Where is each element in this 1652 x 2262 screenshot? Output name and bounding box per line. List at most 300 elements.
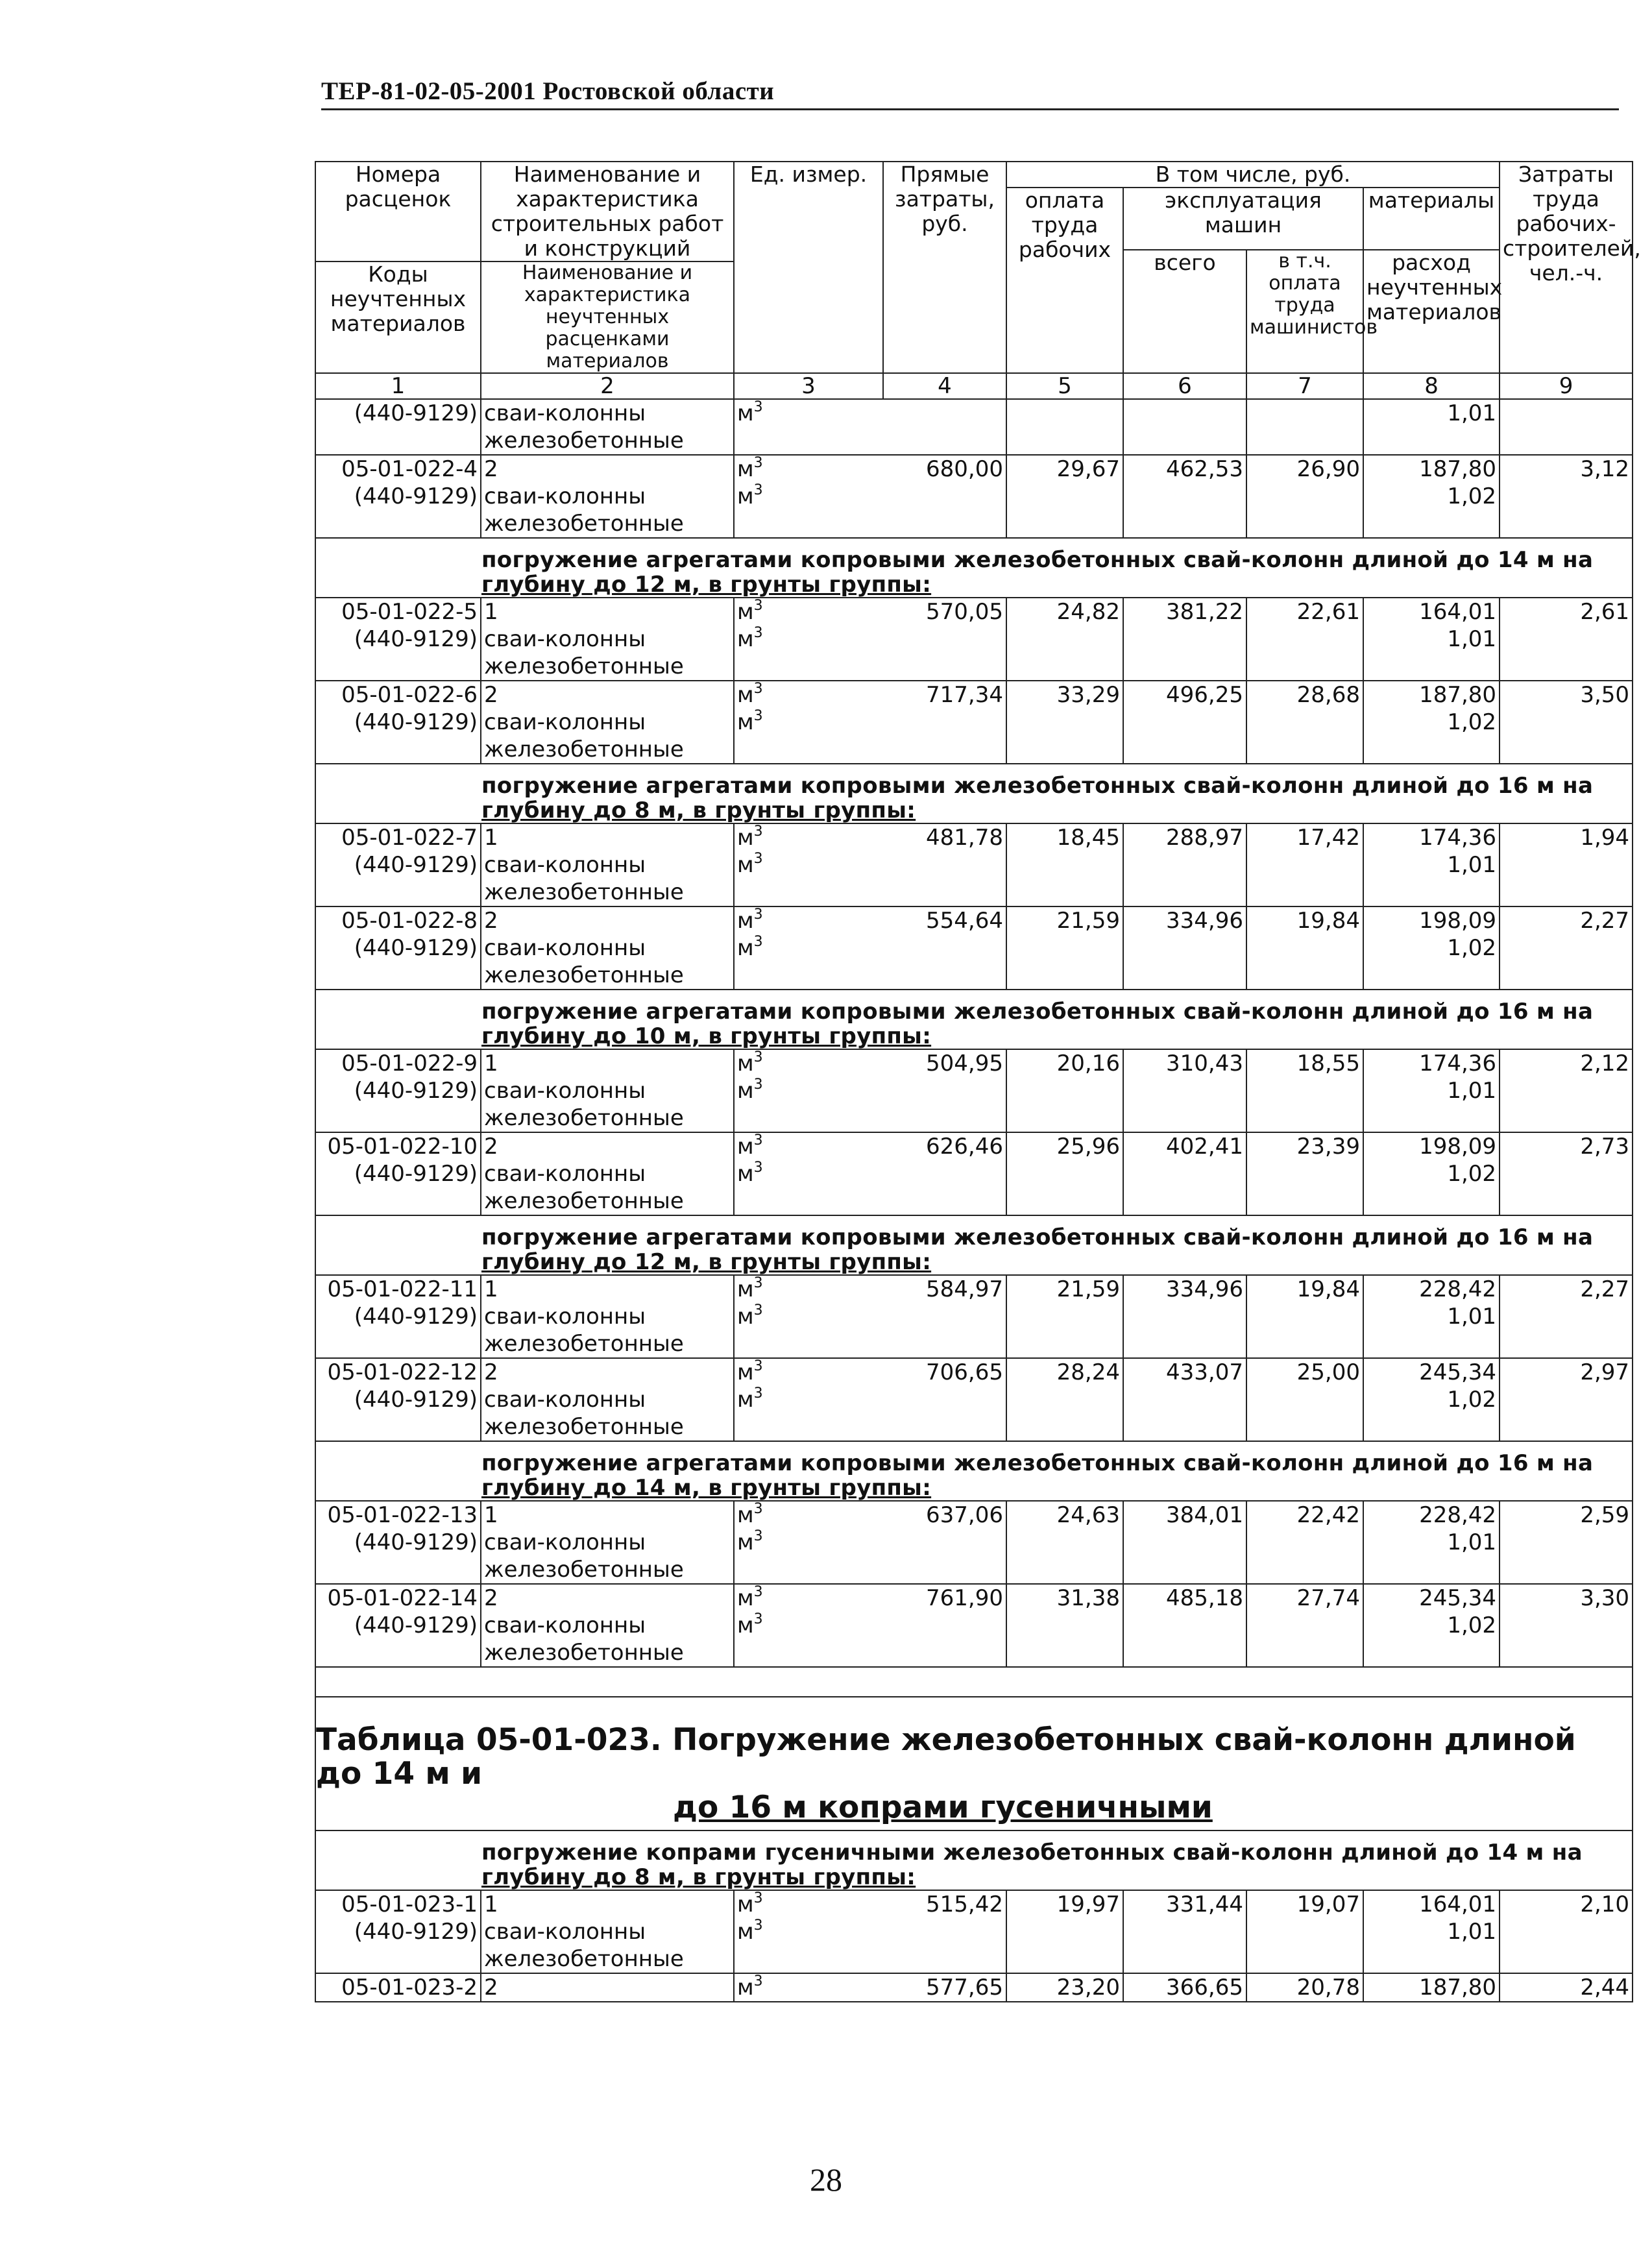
table-title (315, 1697, 1633, 1830)
col-index: 5 (1006, 373, 1123, 399)
material-code: (440-9129) (354, 1161, 478, 1187)
labor-cost: 2,61 (1500, 598, 1633, 681)
unit-line: $м^3$ (737, 1076, 763, 1104)
unit-value: м (737, 825, 754, 851)
materials-cell (1363, 1049, 1500, 1132)
unit-line: $м^3$ (737, 625, 763, 652)
col-materials-consumption-label: расход неучтенных материалов (1367, 250, 1503, 324)
document-title: ТЕР-81-02-05-2001 Ростовской области (321, 77, 775, 105)
col-direct (883, 162, 1006, 373)
unit-value: м (737, 1612, 754, 1638)
col-index: 2 (481, 373, 734, 399)
rate-code: 05-01-023-1 (341, 1891, 478, 1917)
material-code: (440-9129) (354, 935, 478, 961)
table-title-row (315, 1697, 1633, 1830)
rate-code: 05-01-022-14 (327, 1585, 478, 1611)
unit-cell (734, 598, 883, 681)
material-code: (440-9129) (354, 1387, 478, 1413)
unit-line: $м^3$ (737, 851, 763, 878)
section-heading (315, 1830, 1633, 1890)
col-index: 4 (883, 373, 1006, 399)
unit-cell (734, 681, 883, 764)
col-index: 1 (315, 373, 481, 399)
unit-value: м (737, 682, 754, 708)
unit-value: м (737, 1078, 754, 1104)
soil-group: 1 (484, 599, 498, 625)
material-name-line1: сваи-колонны (484, 1612, 646, 1638)
material-code: (440-9129) (315, 399, 481, 455)
soil-group: 2 (484, 682, 498, 708)
labor-cost: 2,12 (1500, 1049, 1633, 1132)
rate-row (315, 1275, 1633, 1358)
direct-cost: 481,78 (883, 823, 1006, 906)
unit-line: $м^3$ (737, 708, 763, 735)
unit-line: $м^3$ (737, 1302, 763, 1330)
unit-cell (734, 1132, 883, 1215)
machines-incl: 25,00 (1246, 1358, 1363, 1441)
direct-cost: 761,90 (883, 1584, 1006, 1667)
unit-line: $м^3$ (737, 1584, 763, 1611)
machines-incl: 19,84 (1246, 1275, 1363, 1358)
table-title-text (316, 1723, 1632, 1825)
material-name-line2: железобетонные (484, 1331, 684, 1357)
rate-name-cell (481, 1584, 734, 1667)
direct-cost: 554,64 (883, 906, 1006, 990)
col-direct-label: Прямые затраты, руб. (895, 162, 995, 236)
rate-row (315, 455, 1633, 538)
materials-cell (1363, 681, 1500, 764)
table-title-line2: до 16 м копрами гусеничными (673, 1790, 1213, 1825)
rate-code: 05-01-022-8 (341, 908, 478, 934)
direct-cost: 570,05 (883, 598, 1006, 681)
materials-consumption: 1,01 (1447, 852, 1497, 878)
section-heading-line2: глубину до 14 м, в грунты группы: (481, 1475, 932, 1501)
rate-code: 05-01-022-4 (341, 456, 478, 482)
unit-line: $м^3$ (737, 1132, 763, 1160)
labor-cost: 2,73 (1500, 1132, 1633, 1215)
rate-code: 05-01-023-2 (341, 1975, 478, 2001)
material-code: (440-9129) (354, 852, 478, 878)
rate-code-cell (315, 1584, 481, 1667)
section-heading-line2: глубину до 10 м, в грунты группы: (481, 1023, 932, 1049)
rate-name-cell (481, 1973, 734, 2002)
labor-cost (1500, 399, 1633, 455)
labor-cost: 3,12 (1500, 455, 1633, 538)
materials-cell (1363, 823, 1500, 906)
unit-line: $м^3$ (737, 1275, 763, 1302)
labor-cost: 3,30 (1500, 1584, 1633, 1667)
machines-total: 462,53 (1123, 455, 1246, 538)
section-heading-line1: погружение агрегатами копровыми железобетонных свай-колонн длиной до 14 м на (481, 547, 1594, 573)
materials-cost: 187,80 (1419, 682, 1497, 708)
section-heading (315, 1441, 1633, 1501)
rate-name-cell (481, 1049, 734, 1132)
material-name-line2: железобетонные (484, 653, 684, 679)
rate-code: 05-01-022-9 (341, 1051, 478, 1076)
section-heading-line1: погружение агрегатами копровыми железобетонных свай-колонн длиной до 16 м на (481, 1224, 1594, 1250)
materials-cell (1363, 598, 1500, 681)
col-name (481, 162, 734, 261)
col-materials (1363, 188, 1500, 250)
soil-group: 2 (484, 908, 498, 934)
direct-cost: 680,00 (883, 455, 1006, 538)
materials-cell (1363, 1501, 1500, 1584)
unit-cell: $м^3$ (734, 399, 883, 455)
col-machines-incl-label: в т.ч. оплата труда машинистов (1250, 250, 1378, 339)
labor-pay: 20,16 (1006, 1049, 1123, 1132)
section-heading-row (315, 1441, 1633, 1501)
col-numbers-label: Номера расценок (345, 162, 452, 212)
material-name-line1: сваи-колонны (484, 935, 646, 961)
unit-line: $м^3$ (737, 1528, 763, 1555)
unit-cell (734, 1275, 883, 1358)
rate-code: 05-01-022-11 (327, 1276, 478, 1302)
rate-code: 05-01-022-7 (341, 825, 478, 851)
materials-consumption: 1,02 (1447, 1387, 1497, 1413)
page-header (321, 77, 1619, 110)
col-unit-label: Ед. измер. (749, 162, 868, 187)
col-machines (1123, 188, 1363, 250)
col-machines-incl (1246, 250, 1378, 373)
section-heading-line2: глубину до 8 м, в грунты группы: (481, 797, 916, 823)
material-name-line1: сваи-колонны (484, 852, 646, 878)
material-name-line2: железобетонные (484, 1414, 684, 1440)
labor-pay: 19,97 (1006, 1890, 1123, 1973)
unit-line: $м^3$ (737, 1501, 763, 1528)
materials-cell (1363, 1358, 1500, 1441)
unit-cell (734, 906, 883, 990)
rate-name-cell (481, 823, 734, 906)
material-name-line2: железобетонные (484, 1188, 684, 1214)
unit-value: м (737, 626, 754, 652)
materials-consumption: 1,01 (1447, 1529, 1497, 1555)
materials-consumption: 1,02 (1447, 483, 1497, 509)
materials-consumption: 1,01 (1447, 1919, 1497, 1945)
material-code: (440-9129) (354, 1078, 478, 1104)
col-including-label: В том числе, руб. (1155, 162, 1351, 187)
direct-cost: 637,06 (883, 1501, 1006, 1584)
soil-group: 2 (484, 456, 498, 482)
materials-consumption: 1,02 (1447, 1161, 1497, 1187)
section-heading-line2: глубину до 12 м, в грунты группы: (481, 1249, 932, 1275)
rate-code-cell (315, 1275, 481, 1358)
material-name-line1: сваи-колонны (484, 400, 646, 426)
direct-cost: 706,65 (883, 1358, 1006, 1441)
material-name-line2: железобетонные (484, 1946, 684, 1972)
material-code: (440-9129) (354, 626, 478, 652)
labor-pay: 23,20 (1006, 1973, 1123, 2002)
rate-code: 05-01-022-5 (341, 599, 478, 625)
rate-code-cell (315, 1358, 481, 1441)
labor-cost: 2,59 (1500, 1501, 1633, 1584)
col-index: 8 (1363, 373, 1500, 399)
materials-cost: 228,42 (1419, 1276, 1497, 1302)
unit-line: $м^3$ (737, 482, 763, 509)
rate-name-cell (481, 1890, 734, 1973)
machines-total: 485,18 (1123, 1584, 1246, 1667)
material-name-line1: сваи-колонны (484, 626, 646, 652)
unit-value: м (737, 1585, 754, 1611)
materials-cell (1363, 1275, 1500, 1358)
materials-cell (1363, 1132, 1500, 1215)
materials-cost: 245,34 (1419, 1359, 1497, 1385)
section-heading (315, 990, 1633, 1049)
rate-name-cell (481, 1501, 734, 1584)
materials-consumption: 1,02 (1447, 709, 1497, 735)
materials-consumption: 1,02 (1447, 1612, 1497, 1638)
unit-value: м (737, 1529, 754, 1555)
section-heading-row (315, 1215, 1633, 1275)
section-heading (315, 764, 1633, 823)
direct-cost: 584,97 (883, 1275, 1006, 1358)
unit-value: м (737, 935, 754, 961)
col-machines-label: эксплуатация машин (1165, 188, 1322, 237)
unit-line: $м^3$ (737, 934, 763, 961)
labor-cost: 1,94 (1500, 823, 1633, 906)
material-name (481, 399, 734, 455)
materials-consumption: 1,02 (1447, 935, 1497, 961)
rate-row (315, 598, 1633, 681)
unit-cell (734, 1890, 883, 1973)
materials-consumption: 1,01 (1363, 399, 1500, 455)
machines-incl: 23,39 (1246, 1132, 1363, 1215)
material-name-line1: сваи-колонны (484, 1304, 646, 1330)
col-materials-label: материалы (1368, 188, 1495, 213)
col-index: 3 (734, 373, 883, 399)
col-codes-label: Коды неучтенных материалов (330, 261, 467, 336)
unit-line: $м^3$ (737, 598, 763, 625)
section-heading-line1: погружение агрегатами копровыми железобетонных свай-колонн длиной до 16 м на (481, 999, 1594, 1025)
col-name-materials-label: Наименование и характеристика неучтенных расценками материалов (522, 261, 693, 372)
unit-value: м (737, 1387, 754, 1413)
unit-value: м (737, 400, 754, 426)
rate-code-cell (315, 598, 481, 681)
machines-incl: 22,61 (1246, 598, 1363, 681)
unit-value: м (737, 599, 754, 625)
rate-code: 05-01-022-12 (327, 1359, 478, 1385)
col-machines-total (1123, 250, 1246, 373)
unit-cell (734, 1584, 883, 1667)
section-heading-row (315, 538, 1633, 598)
unit-value: м (737, 1051, 754, 1076)
unit-line: $м^3$ (737, 1890, 763, 1917)
col-materials-consumption (1363, 250, 1503, 373)
labor-pay: 24,82 (1006, 598, 1123, 681)
col-index: 9 (1500, 373, 1633, 399)
col-unit (734, 162, 883, 373)
material-code: (440-9129) (354, 1304, 478, 1330)
soil-group: 2 (484, 1585, 498, 1611)
spacer-row (315, 1667, 1633, 1697)
material-name-line2: железобетонные (484, 1105, 684, 1131)
unit-line: $м^3$ (737, 823, 763, 851)
unit-cell (734, 455, 883, 538)
rate-code-cell (315, 1049, 481, 1132)
rates-table (315, 161, 1641, 2002)
labor-pay: 33,29 (1006, 681, 1123, 764)
unit-line: $м^3$ (737, 455, 763, 482)
rate-row (315, 681, 1633, 764)
section-heading-line1: погружение агрегатами копровыми железобетонных свай-колонн длиной до 16 м на (481, 773, 1594, 799)
section-heading-row (315, 990, 1633, 1049)
unit-value: м (737, 1134, 754, 1160)
soil-group: 2 (484, 1359, 498, 1385)
col-machines-total-label: всего (1154, 250, 1216, 275)
col-name-materials (481, 261, 734, 373)
labor-pay: 24,63 (1006, 1501, 1123, 1584)
section-heading-line1: погружение копрами гусеничными железобетонных свай-колонн длиной до 14 м на (481, 1840, 1583, 1866)
unit-value: м (737, 483, 754, 509)
direct-cost: 577,65 (883, 1973, 1006, 2002)
material-name-line2: железобетонные (484, 1557, 684, 1583)
machines-incl: 19,84 (1246, 906, 1363, 990)
labor-pay: 21,59 (1006, 1275, 1123, 1358)
direct-cost: 626,46 (883, 1132, 1006, 1215)
page-number: 28 (810, 2161, 842, 2198)
materials-cell (1363, 455, 1500, 538)
machines-total: 288,97 (1123, 823, 1246, 906)
material-name-line1: сваи-колонны (484, 1161, 646, 1187)
unit-value: м (737, 852, 754, 878)
rate-row (315, 1584, 1633, 1667)
material-code: (440-9129) (354, 1529, 478, 1555)
labor-pay: 29,67 (1006, 455, 1123, 538)
direct-cost (883, 399, 1006, 455)
material-name-line2: железобетонные (484, 511, 684, 537)
material-name-line2: железобетонные (484, 962, 684, 988)
machines-total: 334,96 (1123, 906, 1246, 990)
section-heading (315, 538, 1633, 598)
machines-incl: 22,42 (1246, 1501, 1363, 1584)
labor-pay: 28,24 (1006, 1358, 1123, 1441)
soil-group: 2 (484, 1975, 498, 2001)
rate-name-cell (481, 598, 734, 681)
material-code: (440-9129) (354, 1919, 478, 1945)
soil-group: 1 (484, 1276, 498, 1302)
rate-row (315, 1501, 1633, 1584)
rate-code-cell (315, 681, 481, 764)
machines-incl: 17,42 (1246, 823, 1363, 906)
section-heading (315, 1215, 1633, 1275)
machines-incl: 26,90 (1246, 455, 1363, 538)
table-title-main: Погружение железобетонных свай-колонн длиной до 14 м и (316, 1722, 1576, 1792)
labor-cost: 2,27 (1500, 906, 1633, 990)
rate-code-cell (315, 455, 481, 538)
machines-total: 334,96 (1123, 1275, 1246, 1358)
machines-total: 496,25 (1123, 681, 1246, 764)
rate-code-cell (315, 1132, 481, 1215)
rate-row (315, 1973, 1633, 2002)
table-label: Таблица (316, 1722, 466, 1758)
rate-name-cell (481, 1275, 734, 1358)
material-name-line1: сваи-колонны (484, 1529, 646, 1555)
machines-total: 381,22 (1123, 598, 1246, 681)
materials-cost: 228,42 (1419, 1502, 1497, 1528)
soil-group: 1 (484, 1051, 498, 1076)
rate-name-cell (481, 455, 734, 538)
machines-incl: 27,74 (1246, 1584, 1363, 1667)
unit-value: м (737, 456, 754, 482)
rate-code-cell (315, 1501, 481, 1584)
col-labor-cost-label: Затраты труда рабочих-строителей, чел.-ч. (1503, 162, 1641, 286)
rate-row (315, 823, 1633, 906)
unit-line: $м^3$ (737, 681, 763, 708)
section-heading-row (315, 1830, 1633, 1890)
material-name-line1: сваи-колонны (484, 1387, 646, 1413)
material-name-line2: железобетонные (484, 879, 684, 905)
section-heading-line1: погружение агрегатами копровыми железобетонных свай-колонн длиной до 16 м на (481, 1450, 1594, 1476)
continuation-row (315, 399, 1633, 455)
machines-total: 402,41 (1123, 1132, 1246, 1215)
rate-row (315, 906, 1633, 990)
unit-line: $м^3$ (737, 1973, 763, 2001)
machines-incl: 28,68 (1246, 681, 1363, 764)
rate-code-cell (315, 906, 481, 990)
rate-name-cell (481, 1358, 734, 1441)
labor-cost: 2,44 (1500, 1973, 1633, 2002)
labor-pay: 31,38 (1006, 1584, 1123, 1667)
soil-group: 1 (484, 1502, 498, 1528)
materials-cost: 187,80 (1419, 456, 1497, 482)
direct-cost: 504,95 (883, 1049, 1006, 1132)
unit-cell (734, 1358, 883, 1441)
unit-line: $м^3$ (737, 1358, 763, 1385)
col-index: 7 (1246, 373, 1363, 399)
material-code: (440-9129) (354, 1612, 478, 1638)
materials-cost: 245,34 (1419, 1585, 1497, 1611)
direct-cost: 717,34 (883, 681, 1006, 764)
materials-cost: 164,01 (1419, 1891, 1497, 1917)
labor-cost: 2,10 (1500, 1890, 1633, 1973)
materials-cell (1363, 1890, 1500, 1973)
table-title-line1 (316, 1723, 1632, 1791)
rate-name-cell (481, 906, 734, 990)
unit-value: м (737, 1919, 754, 1945)
unit-value: м (737, 1359, 754, 1385)
section-heading-row (315, 764, 1633, 823)
unit-cell (734, 1049, 883, 1132)
material-name-line1: сваи-колонны (484, 1919, 646, 1945)
rate-code-cell (315, 1890, 481, 1973)
soil-group: 2 (484, 1134, 498, 1160)
rate-row (315, 1049, 1633, 1132)
unit-line: $м^3$ (737, 1611, 763, 1638)
direct-cost: 515,42 (883, 1890, 1006, 1973)
material-name-line1: сваи-колонны (484, 709, 646, 735)
materials-cell (1363, 1584, 1500, 1667)
col-labor-pay (1006, 188, 1123, 373)
machines-total (1123, 399, 1246, 455)
materials-cost: 198,09 (1419, 1134, 1497, 1160)
labor-cost: 3,50 (1500, 681, 1633, 764)
material-name-line2: железобетонные (484, 736, 684, 762)
unit-value: м (737, 1304, 754, 1330)
soil-group: 1 (484, 825, 498, 851)
machines-total: 433,07 (1123, 1358, 1246, 1441)
rate-code-cell (315, 1973, 481, 2002)
machines-total: 310,43 (1123, 1049, 1246, 1132)
unit-line: $м^3$ (737, 1160, 763, 1187)
column-index-row (315, 373, 1633, 399)
unit-value: м (737, 1891, 754, 1917)
unit-value: м (737, 1161, 754, 1187)
materials-cell (1363, 1973, 1500, 2002)
material-code: (440-9129) (354, 483, 478, 509)
unit-value: м (737, 1276, 754, 1302)
labor-pay (1006, 399, 1123, 455)
unit-line: $м^3$ (737, 1049, 763, 1076)
materials-consumption: 1,01 (1447, 1304, 1497, 1330)
